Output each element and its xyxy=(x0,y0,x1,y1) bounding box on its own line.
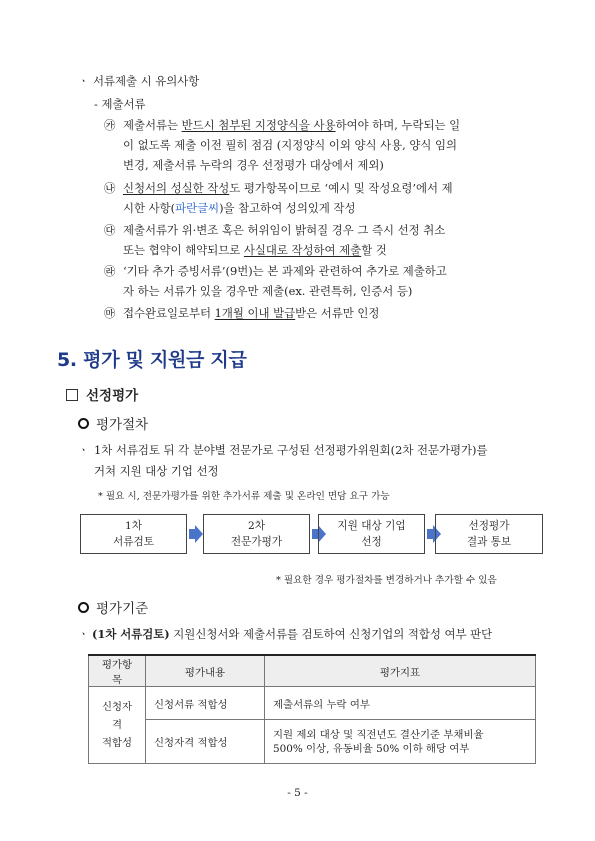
flow-step-4: 선정평가 결과 통보 xyxy=(435,514,543,554)
circle-bullet-icon xyxy=(78,602,89,613)
blue-text-highlight: 파란글씨 xyxy=(175,201,220,215)
circle-bullet-icon xyxy=(78,418,89,429)
precaution-item-5-line1: 접수완료일로부터 1개월 이내 발급받은 서류만 인정 xyxy=(123,306,380,320)
precaution-item-1-line1: 제출서류는 반드시 첨부된 지정양식을 사용하여야 하며, 누락되는 일 xyxy=(123,118,461,132)
flow-arrow-1-icon xyxy=(189,525,203,543)
eval-indicator-cell: 지원 제외 대상 및 직전년도 결산기준 부채비율 500% 이상, 유동비율 50% 이하 해당 여부 xyxy=(265,720,536,764)
item-marker-1: ㉮ xyxy=(104,118,116,132)
precaution-item-2-line2: 시한 사항(파란글씨)을 참고하여 성의있게 작성 xyxy=(123,201,356,215)
item-marker-3: ㉰ xyxy=(104,223,116,237)
item-marker-2: ㉯ xyxy=(104,181,116,195)
header-eval-indicator: 평가지표 xyxy=(265,655,536,687)
table-row xyxy=(89,720,536,764)
eval-content-cell: 신청서류 적합성 xyxy=(146,687,265,720)
flow-note: * 필요한 경우 평가절차를 변경하거나 추가할 수 있음 xyxy=(276,575,497,586)
criteria-heading: 평가기준 xyxy=(96,601,149,617)
evaluation-criteria-table xyxy=(88,654,536,764)
precaution-item-3-line2: 또는 협약이 해약되므로 사실대로 작성하여 제출할 것 xyxy=(123,243,387,257)
procedure-text-line2: 거쳐 지원 대상 기업 선정 xyxy=(94,464,219,478)
precaution-item-2-line1: 신청서의 성실한 작성도 평가항목이므로 ‘예시 및 작성요령’에서 제 xyxy=(123,181,453,195)
procedure-heading: 평가절차 xyxy=(96,417,149,433)
precaution-item-4-line2: 자 하는 서류가 있을 경우만 제출(ex. 관련특허, 인증서 등) xyxy=(123,284,413,298)
precaution-item-3-line1: 제출서류가 위·변조 혹은 허위임이 밝혀질 경우 그 즉시 선정 취소 xyxy=(123,223,446,237)
flow-step-1: 1차 서류검토 xyxy=(80,514,187,554)
procedure-note: * 필요 시, 전문가평가를 위한 추가서류 제출 및 온라인 면담 요구 가능 xyxy=(98,491,390,502)
item-marker-5: ㉲ xyxy=(104,306,116,320)
flow-step-2: 2차 전문가평가 xyxy=(203,514,310,554)
table-header-row xyxy=(89,655,536,687)
precautions-heading: 서류제출 시 유의사항 xyxy=(93,74,200,88)
criteria-lead: (1차 서류검토) 지원신청서와 제출서류를 검토하여 신청기업의 적합성 여부 판단 xyxy=(92,627,493,641)
table-row xyxy=(89,687,536,720)
precaution-item-4-line1: ‘기타 추가 증빙서류’(9번)는 본 과제와 관련하여 추가로 제출하고 xyxy=(123,264,447,278)
flow-step-3: 지원 대상 기업 선정 xyxy=(318,514,425,554)
eval-indicator-cell: 제출서류의 누락 여부 xyxy=(265,687,536,720)
checkbox-square-icon xyxy=(66,389,78,401)
submitted-docs-subheading: - 제출서류 xyxy=(94,97,146,111)
header-eval-content: 평가내용 xyxy=(146,655,265,687)
criteria-bullet: ㆍ xyxy=(78,627,90,641)
group-label-cell: 신청자격 적합성 xyxy=(89,687,146,764)
item-marker-4: ㉱ xyxy=(104,264,116,278)
header-eval-item: 평가항목 xyxy=(89,655,146,687)
precaution-item-1-line2: 이 없도록 제출 이전 필히 점검 (지정양식 이외 양식 사용, 양식 임의 xyxy=(123,138,457,152)
selection-eval-heading: 선정평가 xyxy=(86,388,139,404)
section-title: 5. 평가 및 지원금 지급 xyxy=(57,349,247,371)
page-number: - 5 - xyxy=(287,787,308,799)
eval-content-cell: 신청자격 적합성 xyxy=(146,720,265,764)
precautions-bullet: ㆍ xyxy=(78,74,90,88)
procedure-bullet: ㆍ xyxy=(78,443,90,457)
procedure-text-line1: 1차 서류검토 뒤 각 분야별 전문가로 구성된 선정평가위원회(2차 전문가평가)를 xyxy=(94,443,488,457)
precaution-item-1-line3: 변경, 제출서류 누락의 경우 선정평가 대상에서 제외) xyxy=(123,158,384,172)
